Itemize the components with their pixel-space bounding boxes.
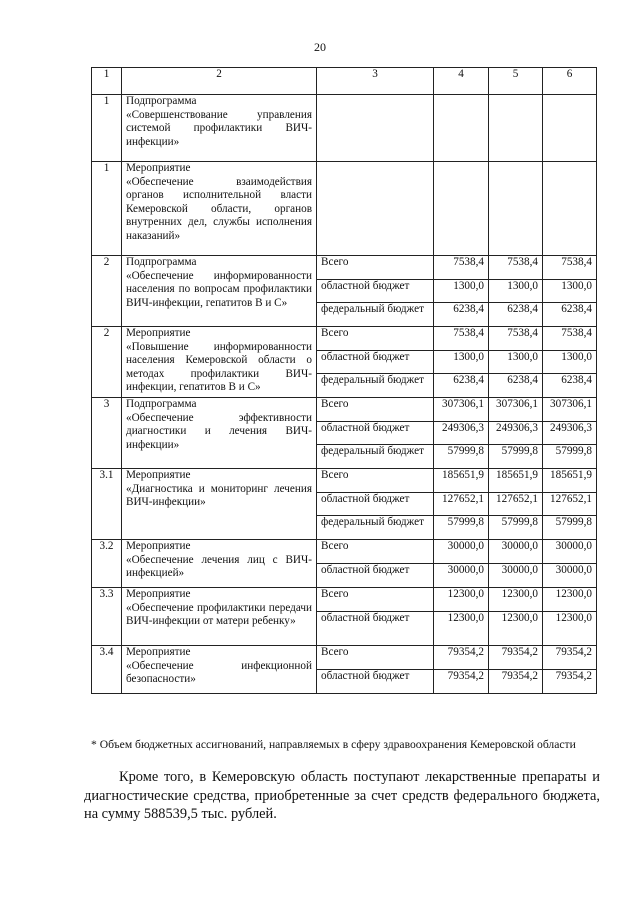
- funding-value-v4: 7538,4: [434, 256, 489, 280]
- empty-cell: [317, 95, 434, 162]
- funding-value-v4: 12300,0: [434, 588, 489, 612]
- funding-source: областной бюджет: [317, 422, 434, 445]
- row-title: «Обеспечение информированности населения по вопросам профилактики ВИЧ-инфекции, гепатитов В и С»: [126, 269, 312, 309]
- header-cell: 2: [122, 68, 317, 95]
- funding-value-v5: 30000,0: [489, 564, 543, 588]
- table-row: [92, 162, 597, 256]
- row-number: 3.1: [92, 469, 122, 540]
- funding-value-v5: 7538,4: [489, 327, 543, 351]
- empty-cell: [317, 162, 434, 256]
- funding-value-v5: 249306,3: [489, 422, 543, 445]
- funding-value-v6: 1300,0: [543, 351, 597, 374]
- row-number: 3: [92, 398, 122, 469]
- funding-value-v4: 79354,2: [434, 646, 489, 670]
- empty-cell: [489, 95, 543, 162]
- row-name: [122, 469, 317, 540]
- page-number: 20: [314, 40, 326, 54]
- table-row: [92, 256, 597, 280]
- table-row: [92, 327, 597, 351]
- header-cell: 5: [489, 68, 543, 95]
- funding-value-v6: 6238,4: [543, 303, 597, 327]
- row-number: 3.4: [92, 646, 122, 694]
- row-number: 3.3: [92, 588, 122, 646]
- row-number: 3.2: [92, 540, 122, 588]
- row-title: «Обеспечение лечения лиц с ВИЧ-инфекцией»: [126, 553, 312, 580]
- funding-value-v5: 12300,0: [489, 612, 543, 646]
- row-number: 1: [92, 162, 122, 256]
- funding-value-v5: 127652,1: [489, 493, 543, 516]
- funding-value-v5: 12300,0: [489, 588, 543, 612]
- table-row: [92, 646, 597, 670]
- funding-value-v6: 79354,2: [543, 670, 597, 694]
- table-row: [92, 540, 597, 564]
- funding-value-v6: 249306,3: [543, 422, 597, 445]
- row-type: Мероприятие: [126, 469, 191, 481]
- funding-value-v5: 7538,4: [489, 256, 543, 280]
- funding-value-v4: 1300,0: [434, 280, 489, 303]
- funding-value-v5: 79354,2: [489, 670, 543, 694]
- header-cell: 4: [434, 68, 489, 95]
- row-title: «Обеспечение взаимодействия органов исполнительной власти Кемеровской области, органов внутренних дел, службы исполнения наказаний»: [126, 175, 312, 242]
- funding-value-v6: 57999,8: [543, 516, 597, 540]
- row-name: [122, 588, 317, 646]
- funding-source: областной бюджет: [317, 564, 434, 588]
- row-number: 1: [92, 95, 122, 162]
- funding-value-v5: 307306,1: [489, 398, 543, 422]
- table-row: [92, 469, 597, 493]
- row-number: 2: [92, 256, 122, 327]
- empty-cell: [489, 162, 543, 256]
- funding-value-v5: 6238,4: [489, 303, 543, 327]
- row-title: «Повышение информированности населения Кемеровской области о методах профилактики ВИЧ-инфекции, гепатитов В и С»: [126, 340, 312, 394]
- empty-cell: [543, 162, 597, 256]
- funding-value-v6: 185651,9: [543, 469, 597, 493]
- funding-value-v4: 30000,0: [434, 540, 489, 564]
- empty-cell: [543, 95, 597, 162]
- row-type: Мероприятие: [126, 540, 191, 552]
- funding-value-v6: 30000,0: [543, 540, 597, 564]
- row-type: Мероприятие: [126, 646, 191, 658]
- funding-source: федеральный бюджет: [317, 445, 434, 469]
- budget-table: [91, 67, 597, 694]
- funding-value-v6: 12300,0: [543, 612, 597, 646]
- row-name: [122, 398, 317, 469]
- funding-value-v4: 7538,4: [434, 327, 489, 351]
- row-title: «Обеспечение профилактики передачи ВИЧ-инфекции от матери ребенку»: [126, 601, 312, 628]
- table-header-row: [92, 68, 597, 95]
- row-type: Мероприятие: [126, 162, 191, 174]
- funding-value-v4: 6238,4: [434, 374, 489, 398]
- funding-value-v6: 127652,1: [543, 493, 597, 516]
- funding-source: областной бюджет: [317, 612, 434, 646]
- row-title: «Обеспечение эффективности диагностики и лечения ВИЧ-инфекции»: [126, 411, 312, 451]
- funding-source: Всего: [317, 327, 434, 351]
- funding-source: Всего: [317, 588, 434, 612]
- funding-value-v6: 7538,4: [543, 327, 597, 351]
- row-number: 2: [92, 327, 122, 398]
- funding-source: Всего: [317, 540, 434, 564]
- table-row: [92, 588, 597, 612]
- empty-cell: [434, 95, 489, 162]
- funding-value-v4: 249306,3: [434, 422, 489, 445]
- table-body: [92, 68, 597, 694]
- funding-source: Всего: [317, 256, 434, 280]
- funding-value-v4: 30000,0: [434, 564, 489, 588]
- table-row: [92, 95, 597, 162]
- funding-value-v5: 30000,0: [489, 540, 543, 564]
- row-type: Подпрограмма: [126, 398, 197, 410]
- funding-value-v6: 307306,1: [543, 398, 597, 422]
- funding-value-v5: 1300,0: [489, 351, 543, 374]
- header-cell: 3: [317, 68, 434, 95]
- funding-value-v4: 12300,0: [434, 612, 489, 646]
- header-cell: 6: [543, 68, 597, 95]
- funding-value-v5: 57999,8: [489, 516, 543, 540]
- funding-value-v4: 57999,8: [434, 516, 489, 540]
- body-paragraph: Кроме того, в Кемеровскую область поступают лекарственные препараты и диагностические средства, приобретенные за счет средств федерального бюджета, на сумму 588539,5 тыс. рублей.: [84, 769, 600, 822]
- funding-value-v5: 185651,9: [489, 469, 543, 493]
- row-name: [122, 256, 317, 327]
- footnote: * Объем бюджетных ассигнований, направляемых в сферу здравоохранения Кемеровской области: [91, 738, 576, 751]
- funding-value-v6: 79354,2: [543, 646, 597, 670]
- funding-source: Всего: [317, 398, 434, 422]
- header-cell: 1: [92, 68, 122, 95]
- funding-value-v4: 307306,1: [434, 398, 489, 422]
- row-name: [122, 540, 317, 588]
- row-name: [122, 95, 317, 162]
- row-type: Мероприятие: [126, 588, 191, 600]
- funding-value-v4: 127652,1: [434, 493, 489, 516]
- funding-value-v4: 57999,8: [434, 445, 489, 469]
- funding-source: Всего: [317, 469, 434, 493]
- row-type: Подпрограмма: [126, 95, 197, 107]
- funding-value-v4: 6238,4: [434, 303, 489, 327]
- funding-source: федеральный бюджет: [317, 516, 434, 540]
- funding-value-v6: 12300,0: [543, 588, 597, 612]
- row-name: [122, 646, 317, 694]
- funding-value-v6: 57999,8: [543, 445, 597, 469]
- funding-value-v5: 79354,2: [489, 646, 543, 670]
- row-type: Подпрограмма: [126, 256, 197, 268]
- funding-source: федеральный бюджет: [317, 303, 434, 327]
- row-title: «Совершенствование управления системой профилактики ВИЧ-инфекции»: [126, 108, 312, 148]
- funding-value-v5: 6238,4: [489, 374, 543, 398]
- row-title: «Диагностика и мониторинг лечения ВИЧ-инфекции»: [126, 482, 312, 509]
- funding-source: федеральный бюджет: [317, 374, 434, 398]
- funding-source: областной бюджет: [317, 280, 434, 303]
- row-type: Мероприятие: [126, 327, 191, 339]
- funding-value-v5: 57999,8: [489, 445, 543, 469]
- funding-value-v6: 1300,0: [543, 280, 597, 303]
- funding-value-v6: 6238,4: [543, 374, 597, 398]
- funding-value-v6: 7538,4: [543, 256, 597, 280]
- funding-source: областной бюджет: [317, 351, 434, 374]
- funding-value-v4: 1300,0: [434, 351, 489, 374]
- row-name: [122, 162, 317, 256]
- row-name: [122, 327, 317, 398]
- empty-cell: [434, 162, 489, 256]
- funding-source: областной бюджет: [317, 493, 434, 516]
- funding-value-v5: 1300,0: [489, 280, 543, 303]
- funding-source: областной бюджет: [317, 670, 434, 694]
- funding-value-v6: 30000,0: [543, 564, 597, 588]
- funding-value-v4: 185651,9: [434, 469, 489, 493]
- table-row: [92, 398, 597, 422]
- funding-value-v4: 79354,2: [434, 670, 489, 694]
- funding-source: Всего: [317, 646, 434, 670]
- row-title: «Обеспечение инфекционной безопасности»: [126, 659, 312, 686]
